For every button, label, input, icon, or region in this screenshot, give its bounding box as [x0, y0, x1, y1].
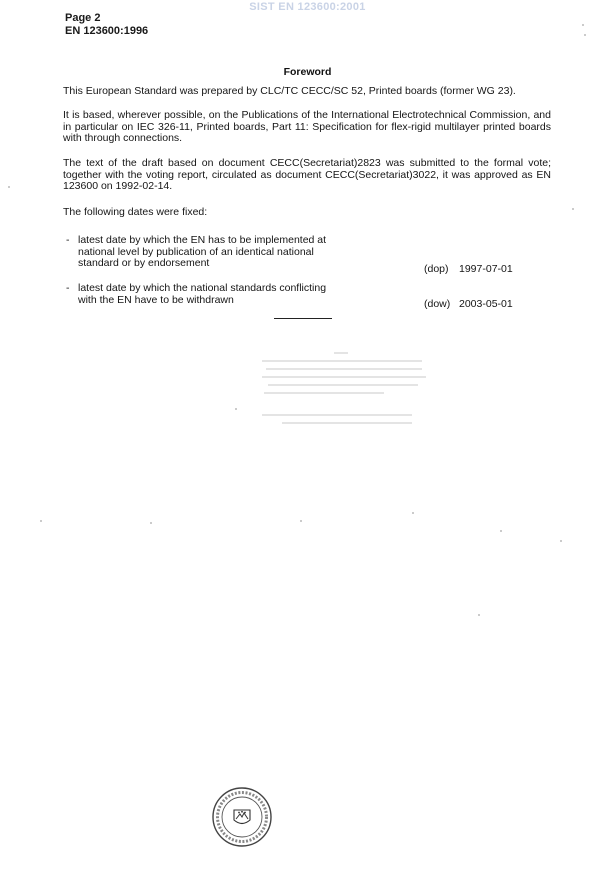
scan-speck: [584, 34, 586, 36]
scan-speck: [412, 512, 414, 514]
dates-intro: The following dates were fixed:: [63, 206, 208, 218]
document-id: EN 123600:1996: [65, 25, 149, 37]
scan-speck: [8, 186, 10, 188]
date-description: latest date by which the EN has to be implemented at national level by publication of an identical national standard or by endorsement: [78, 234, 327, 269]
scan-speck: [560, 540, 562, 542]
scan-speck: [478, 614, 480, 616]
date-code: (dow): [424, 298, 451, 310]
scan-speck: [582, 24, 584, 26]
date-description: latest date by which the national standards conflicting with the EN have to be withdrawn: [78, 282, 327, 306]
foreword-paragraph: It is based, wherever possible, on the Publications of the International Electrotechnical Commission, and in particular on IEC 326-11, Printed boards, Part 11: Specification for flex-rigid multilayer printed boards with through connections.: [63, 109, 551, 144]
list-dash: -: [66, 234, 70, 246]
date-value: 2003-05-01: [459, 298, 513, 310]
scan-speck: [235, 408, 237, 410]
foreword-paragraph: This European Standard was prepared by CLC/TC CECC/SC 52, Printed boards (former WG 23).: [63, 85, 516, 97]
scan-speck: [500, 530, 502, 532]
list-dash: -: [66, 282, 70, 294]
date-list-item: [66, 283, 536, 313]
scan-speck: [150, 522, 152, 524]
foreword-paragraph: The text of the draft based on document CECC(Secretariat)2823 was submitted to the formal vote; together with the voting report, circulated as document CECC(Secretariat)3022, it was approved as EN 123600 on 1992-02-14.: [63, 157, 551, 192]
date-value: 1997-07-01: [459, 263, 513, 275]
watermark-text: SIST EN 123600:2001: [249, 1, 366, 13]
circular-stamp-icon: [211, 786, 273, 848]
faint-stamp-residue: [262, 352, 432, 432]
scan-speck: [40, 520, 42, 522]
scan-speck: [572, 208, 574, 210]
section-divider: [274, 318, 332, 319]
page-header: [65, 12, 148, 38]
date-list-item: [66, 235, 536, 275]
scan-speck: [300, 520, 302, 522]
date-code: (dop): [424, 263, 449, 275]
page-number: Page 2: [65, 12, 101, 24]
foreword-title: Foreword: [283, 66, 332, 78]
